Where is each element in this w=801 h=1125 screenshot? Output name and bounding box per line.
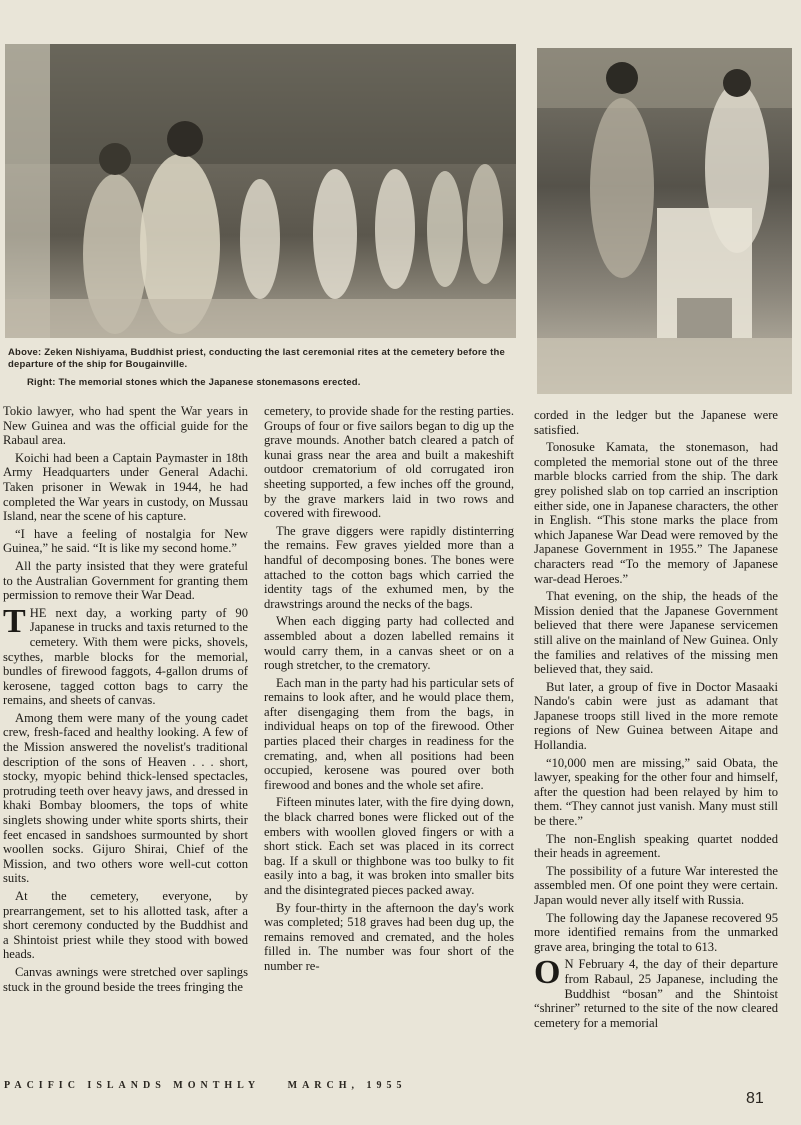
paragraph: But later, a group of five in Doctor Masaaki Nando's cabin were just as adamant that Japanese troops still lived in the more remote regions of New Guinea between Aitape and Hollandia. <box>534 679 778 753</box>
paragraph: That evening, on the ship, the heads of the Mission denied that the Japanese Government believed that there were Japanese servicemen still alive on the mainland of New Guinea. Only the families and relatives of the missing men believed that, they said. <box>534 589 778 677</box>
paragraph: At the cemetery, everyone, by prearrangement, set to his allotted task, after a short ceremony conducted by the Buddhist and a Shintoist priest while they stood with bowed heads. <box>3 889 248 962</box>
photo-caption-above: Above: Zeken Nishiyama, Buddhist priest, conducting the last ceremonial rites at the cemetery before the departure of the ship for Bougainville. <box>8 347 505 370</box>
magazine-name: PACIFIC ISLANDS MONTHLY <box>4 1080 261 1091</box>
drop-cap: O <box>534 954 561 992</box>
paragraph: The non-English speaking quartet nodded their heads in agreement. <box>534 831 778 861</box>
paragraph: By four-thirty in the afternoon the day's work was completed; 518 graves had been dug up, the remains removed and cremated, and the holes filled in. The number was four short of the number re- <box>264 900 514 973</box>
article-column-1 <box>3 404 248 997</box>
page-number: 81 <box>746 1090 764 1107</box>
ceremony-photo <box>5 44 516 338</box>
paragraph: Fifteen minutes later, with the fire dying down, the black charred bones were flicked out of the embers with woollen gloved fingers or with a short stick. Each set was placed in its correct bag. If a skull or thighbone was too bulky to fit easily into a bag, it was broken into smaller bits and the disintegrated pieces packed away. <box>264 795 514 897</box>
paragraph: “I have a feeling of nostalgia for New Guinea,” he said. “It is like my second home.” <box>3 526 248 556</box>
paragraph: cemetery, to provide shade for the resting parties. Groups of four or five sailors began to dig up the grave mounds. Another batch cleared a patch of kunai grass near the area and built a makeshift outdoor crematorium of old corrugated iron sheeting supported, a few inches off the ground, by the grave markers laid in two rows and covered with firewood. <box>264 404 514 521</box>
paragraph: O N February 4, the day of their departure from Rabaul, 25 Japanese, including the Buddhist “bosan” and the Shintoist “shriner” returned to the site of the now cleared cemetery for a memorial <box>534 954 778 1030</box>
paragraph: The grave diggers were rapidly distinterring the remains. Few graves yielded more than a handful of decomposing bones. The bones were attached to the cotton bags which carried the identity tags of the exhumed men, by the drawstrings around the necks of the bags. <box>264 523 514 611</box>
paragraph: When each digging party had collected and assembled about a dozen labelled remains it would carry them, in a canvas sheet or on a rough stretcher, to the crematory. <box>264 614 514 673</box>
paragraph: Koichi had been a Captain Paymaster in 18th Army Headquarters under General Adachi. Taken prisoner in Wewak in 1944, he had completed the War years in custody, on Mussau Island, near the scene of his capture. <box>3 450 248 524</box>
paragraph: Canvas awnings were stretched over saplings stuck in the ground beside the trees fringing the <box>3 964 248 994</box>
photo-caption-right: Right: The memorial stones which the Japanese stonemasons erected. <box>27 377 361 388</box>
page-footer <box>4 1080 504 1091</box>
drop-cap: T <box>3 602 26 640</box>
paragraph: The following day the Japanese recovered 95 more identified remains from the unmarked grave area, bringing the total to 613. <box>534 910 778 954</box>
article-column-2 <box>264 404 514 977</box>
paragraph: Tokio lawyer, who had spent the War years in New Guinea and was the official guide for the Rabaul area. <box>3 404 248 448</box>
paragraph: corded in the ledger but the Japanese were satisfied. <box>534 408 778 437</box>
paragraph: Among them were many of the young cadet crew, fresh-faced and healthy looking. A few of the Mission answered the novelist's traditional description of the sons of Heaven . . . short, stocky, myopic behind thick-lensed spectacles, protruding teeth over heavy jaws, and dressed in khaki Bombay bloomers, the tops of white singlets showing under white sports shirts, their feet encased in sandshoes surmounted by short woollen socks. Gijuro Shirai, Chief of the Mission, and two others wore well-cut cotton suits. <box>3 710 248 886</box>
paragraph: The possibility of a future War interested the assembled men. Of one point they were certain. Japan would never ally itself with Russia. <box>534 863 778 907</box>
article-column-3 <box>534 408 778 1033</box>
paragraph: All the party insisted that they were grateful to the Australian Government for granting them permission to remove their War Dead. <box>3 558 248 603</box>
issue-date: MARCH, 1955 <box>287 1080 407 1091</box>
memorial-stones-photo <box>537 48 792 394</box>
paragraph: Each man in the party had his particular sets of remains to look after, and he would place them, after disengaging them from the bags, in individual heaps on top of the firewood. Other parties placed their charges in readiness for the cremating, and, when all positions had been occupied, kerosene was poured over both firewood and bones and the whole set afire. <box>264 675 514 792</box>
paragraph: THE next day, a working party of 90 Japanese in trucks and taxis returned to the cemetery. With them were picks, shovels, scythes, marble blocks for the memorial, bundles of firewood faggots, 4-gallon drums of kerosene, tagged cotton bags to carry the remains, and sheets of canvas. <box>3 602 248 708</box>
paragraph: Tonosuke Kamata, the stonemason, had completed the memorial stone out of the three marble blocks carried from the ship. The dark grey polished slab on top carried an inscription either side, one in Japanese characters, the other in English. “This stone marks the place from which Japanese War Dead were removed by the Japanese Government in 1955.” The Japanese characters read “To the memory of Japanese war-dead Heroes.” <box>534 440 778 586</box>
paragraph: “10,000 men are missing,” said Obata, the lawyer, speaking for the other four and himself, after the question had been relayed by him to them. “They cannot just vanish. Many must still be there.” <box>534 755 778 829</box>
